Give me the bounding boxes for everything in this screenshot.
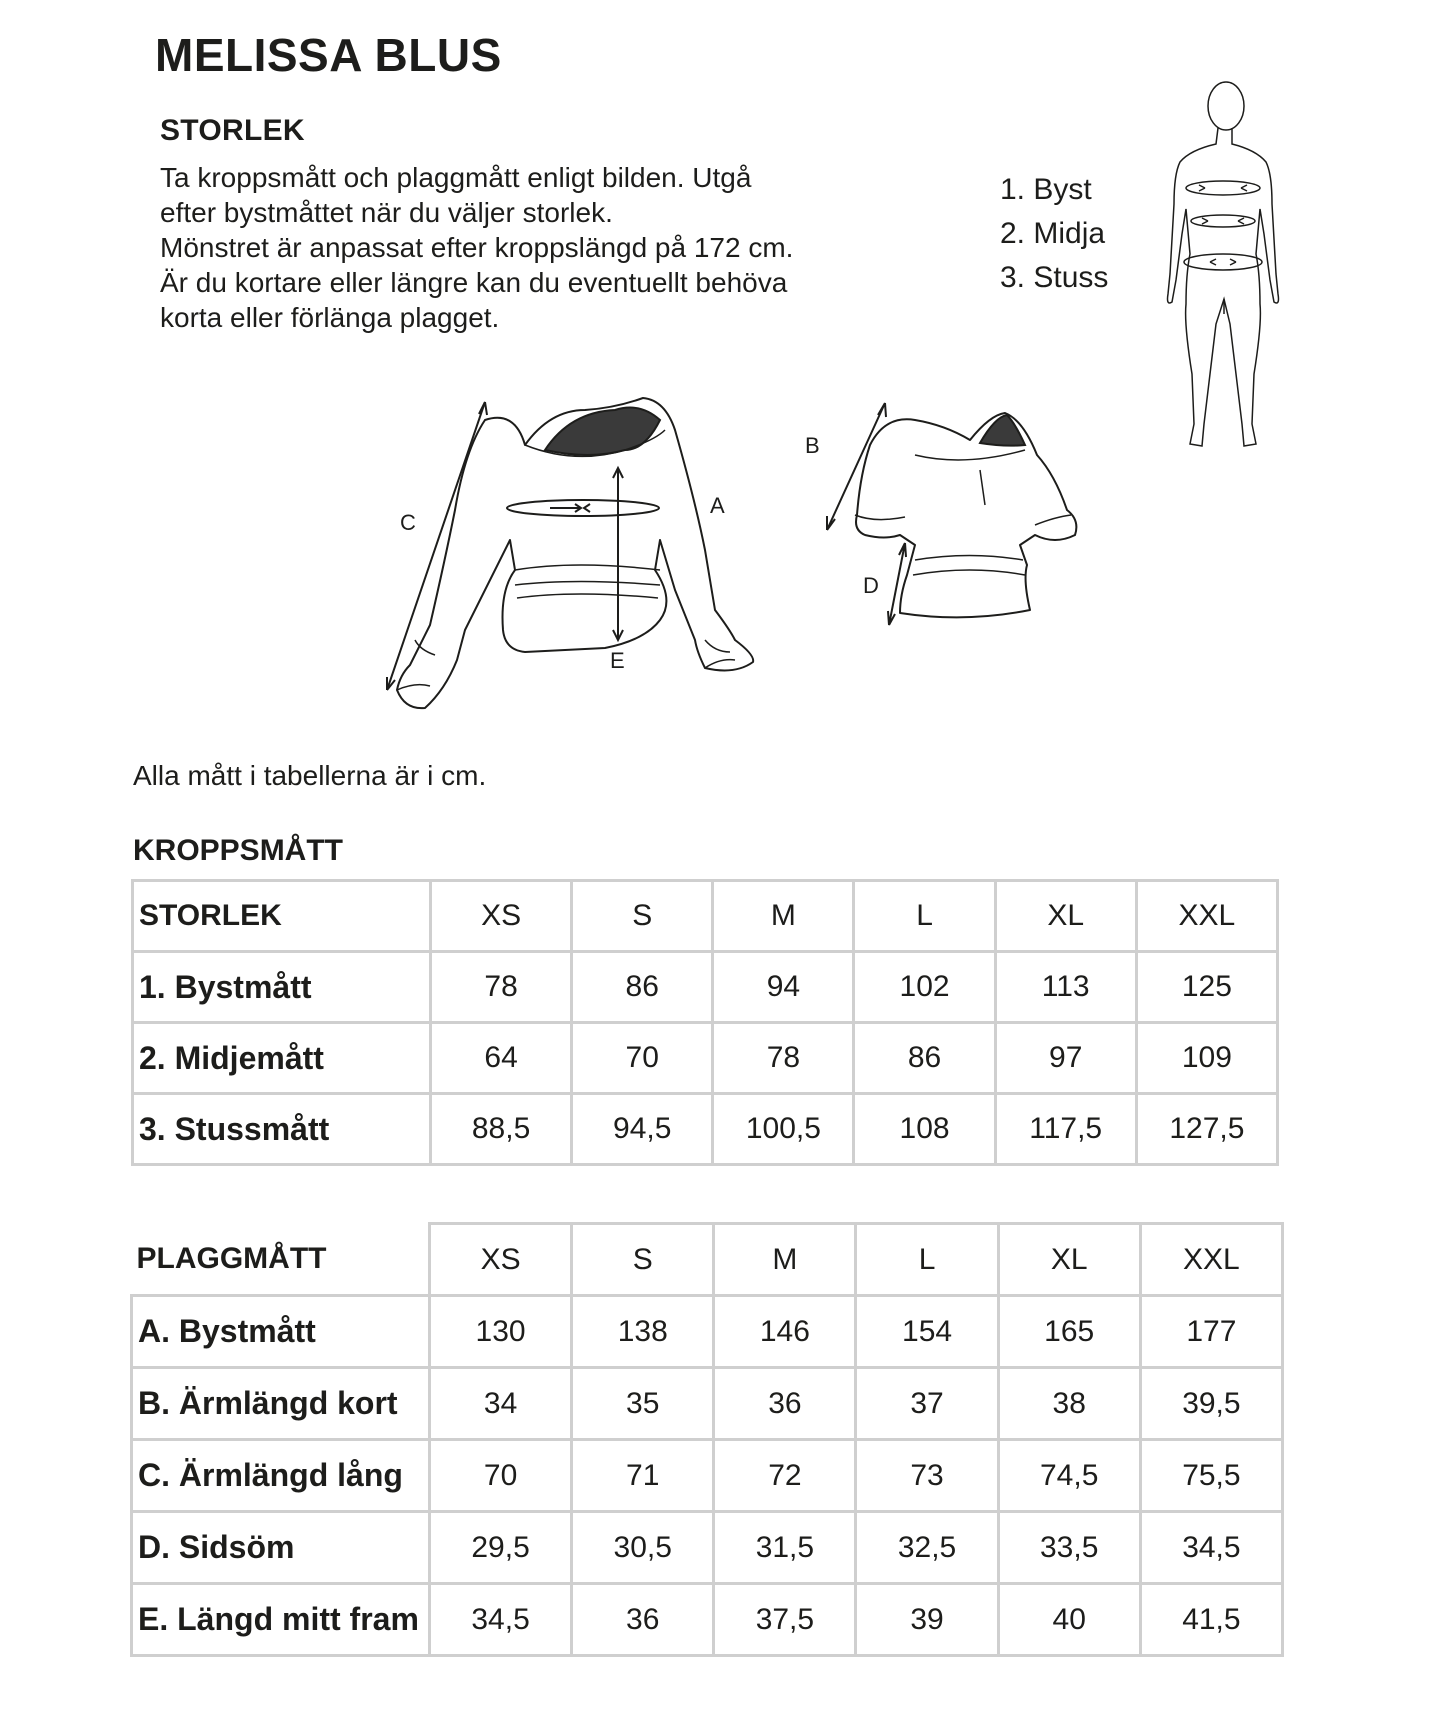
column-header: XL bbox=[995, 881, 1136, 952]
table-cell: 41,5 bbox=[1140, 1584, 1282, 1656]
table-row bbox=[132, 1440, 1283, 1512]
table-cell: 37 bbox=[856, 1368, 998, 1440]
table-cell: 74,5 bbox=[998, 1440, 1140, 1512]
table-cell: 102 bbox=[854, 952, 995, 1023]
table-cell: 38 bbox=[998, 1368, 1140, 1440]
table-cell: 36 bbox=[572, 1584, 714, 1656]
dim-label-c: C bbox=[400, 510, 416, 535]
instruction-line: Ta kroppsmått och plaggmått enligt bilden. Utgå bbox=[160, 162, 752, 193]
instruction-line: Är du kortare eller längre kan du eventuellt behöva bbox=[160, 267, 788, 298]
table-cell: 94,5 bbox=[572, 1094, 713, 1165]
table-cell: 88,5 bbox=[431, 1094, 572, 1165]
row-label: D. Sidsöm bbox=[132, 1512, 430, 1584]
table-row bbox=[132, 1296, 1283, 1368]
dim-label-d: D bbox=[863, 573, 879, 598]
legend-hip: 3. Stuss bbox=[1000, 261, 1109, 294]
row-label: C. Ärmlängd lång bbox=[132, 1440, 430, 1512]
column-header: XXL bbox=[1136, 881, 1277, 952]
garment-measurements-table bbox=[130, 1222, 1284, 1657]
row-label: 1. Bystmått bbox=[133, 952, 431, 1023]
table-cell: 75,5 bbox=[1140, 1440, 1282, 1512]
table-cell: 34,5 bbox=[1140, 1512, 1282, 1584]
table-row bbox=[132, 1512, 1283, 1584]
table-cell: 109 bbox=[1136, 1023, 1277, 1094]
column-header: XXL bbox=[1140, 1224, 1282, 1296]
table-cell: 70 bbox=[430, 1440, 572, 1512]
body-measure-legend bbox=[1000, 168, 1108, 300]
units-note: Alla mått i tabellerna är i cm. bbox=[133, 760, 487, 791]
legend-bust: 1. Byst bbox=[1000, 173, 1092, 206]
size-instructions bbox=[160, 160, 920, 335]
table-cell: 127,5 bbox=[1136, 1094, 1277, 1165]
instruction-line: efter bystmåttet när du väljer storlek. bbox=[160, 197, 613, 228]
instruction-line: korta eller förlänga plagget. bbox=[160, 302, 500, 333]
table-row bbox=[132, 1368, 1283, 1440]
table-cell: 40 bbox=[998, 1584, 1140, 1656]
table-cell: 39 bbox=[856, 1584, 998, 1656]
table-row bbox=[133, 1094, 1278, 1165]
body-measurements-table bbox=[131, 879, 1279, 1166]
table-cell: 130 bbox=[430, 1296, 572, 1368]
table-cell: 33,5 bbox=[998, 1512, 1140, 1584]
table-cell: 100,5 bbox=[713, 1094, 854, 1165]
table-cell: 86 bbox=[854, 1023, 995, 1094]
row-label: B. Ärmlängd kort bbox=[132, 1368, 430, 1440]
table-header-row bbox=[132, 1224, 1283, 1296]
column-header: M bbox=[713, 881, 854, 952]
table-cell: 146 bbox=[714, 1296, 856, 1368]
table-cell: 39,5 bbox=[1140, 1368, 1282, 1440]
column-header-size: STORLEK bbox=[133, 881, 431, 952]
table-cell: 154 bbox=[856, 1296, 998, 1368]
page-title: MELISSA BLUS bbox=[155, 29, 502, 81]
table-row bbox=[132, 1584, 1283, 1656]
column-header: L bbox=[856, 1224, 998, 1296]
table-cell: 72 bbox=[714, 1440, 856, 1512]
table-row bbox=[133, 952, 1278, 1023]
row-label: A. Bystmått bbox=[132, 1296, 430, 1368]
long-sleeve-blouse-illustration bbox=[375, 390, 785, 720]
table-cell: 97 bbox=[995, 1023, 1136, 1094]
table-cell: 70 bbox=[572, 1023, 713, 1094]
table-cell: 94 bbox=[713, 952, 854, 1023]
column-header: XS bbox=[430, 1224, 572, 1296]
table-cell: 30,5 bbox=[572, 1512, 714, 1584]
table-cell: 86 bbox=[572, 952, 713, 1023]
body-measurements-heading: KROPPSMÅTT bbox=[133, 834, 343, 867]
column-header: XS bbox=[431, 881, 572, 952]
table-cell: 78 bbox=[713, 1023, 854, 1094]
instruction-line: Mönstret är anpassat efter kroppslängd på 172 cm. bbox=[160, 232, 794, 263]
size-heading: STORLEK bbox=[160, 114, 305, 147]
table-cell: 34 bbox=[430, 1368, 572, 1440]
garment-measurements-heading: PLAGGMÅTT bbox=[132, 1224, 430, 1296]
legend-waist: 2. Midja bbox=[1000, 217, 1106, 250]
table-cell: 29,5 bbox=[430, 1512, 572, 1584]
table-cell: 78 bbox=[431, 952, 572, 1023]
table-cell: 125 bbox=[1136, 952, 1277, 1023]
column-header: S bbox=[572, 881, 713, 952]
table-cell: 113 bbox=[995, 952, 1136, 1023]
table-cell: 71 bbox=[572, 1440, 714, 1512]
body-figure-illustration bbox=[1160, 74, 1290, 454]
table-cell: 165 bbox=[998, 1296, 1140, 1368]
table-cell: 108 bbox=[854, 1094, 995, 1165]
table-cell: 34,5 bbox=[430, 1584, 572, 1656]
table-cell: 35 bbox=[572, 1368, 714, 1440]
table-row bbox=[133, 1023, 1278, 1094]
column-header: L bbox=[854, 881, 995, 952]
dim-label-b: B bbox=[805, 433, 820, 458]
table-cell: 37,5 bbox=[714, 1584, 856, 1656]
short-sleeve-blouse-illustration bbox=[805, 395, 1125, 655]
table-cell: 73 bbox=[856, 1440, 998, 1512]
table-cell: 32,5 bbox=[856, 1512, 998, 1584]
column-header: M bbox=[714, 1224, 856, 1296]
table-cell: 177 bbox=[1140, 1296, 1282, 1368]
row-label: 2. Midjemått bbox=[133, 1023, 431, 1094]
dim-label-a: A bbox=[710, 493, 725, 518]
column-header: S bbox=[572, 1224, 714, 1296]
table-header-row bbox=[133, 881, 1278, 952]
row-label: 3. Stussmått bbox=[133, 1094, 431, 1165]
table-cell: 31,5 bbox=[714, 1512, 856, 1584]
column-header: XL bbox=[998, 1224, 1140, 1296]
table-cell: 138 bbox=[572, 1296, 714, 1368]
dim-label-e: E bbox=[610, 648, 625, 673]
row-label: E. Längd mitt fram bbox=[132, 1584, 430, 1656]
table-cell: 36 bbox=[714, 1368, 856, 1440]
table-cell: 64 bbox=[431, 1023, 572, 1094]
table-cell: 117,5 bbox=[995, 1094, 1136, 1165]
